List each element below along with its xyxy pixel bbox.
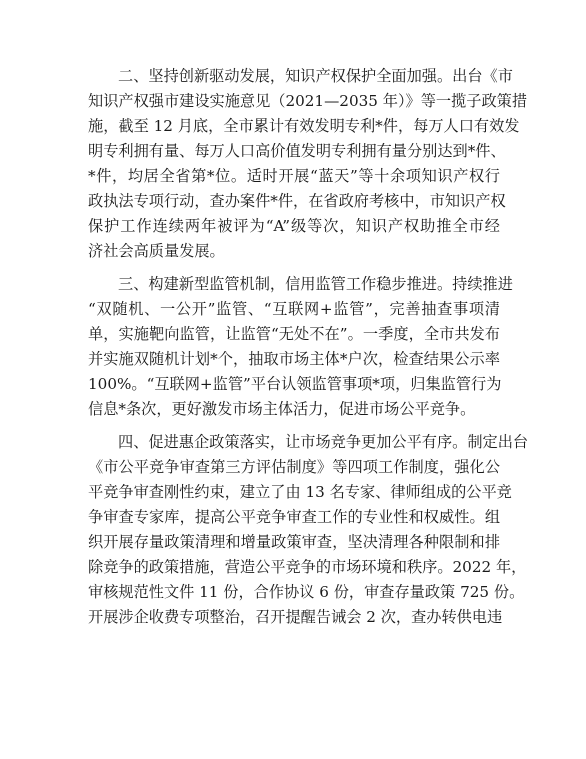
paragraph-credit-supervision bbox=[88, 272, 513, 422]
text-line: 保护工作连续两年被评为“A”级等次，知识产权助推全市经 bbox=[88, 217, 500, 235]
text-line: 织开展存量政策清理和增量政策审查，坚决清理各种限制和排 bbox=[88, 533, 500, 551]
text-line: 审核规范性文件 11 份，合作协议 6 份，审查存量政策 725 份。 bbox=[88, 583, 525, 601]
text-line: 施，截至 12 月底，全市累计有效发明专利*件，每万人口有效发 bbox=[88, 117, 520, 135]
text-line: 济社会高质量发展。 bbox=[88, 242, 225, 260]
text-line: 明专利拥有量、每万人口高价值发明专利拥有量分别达到*件、 bbox=[88, 142, 506, 160]
text-line: “双随机、一公开”监管、“互联网+监管”，完善抽查事项清 bbox=[88, 300, 500, 318]
text-line: 单，实施靶向监管，让监管“无处不在”。一季度，全市共发布 bbox=[88, 325, 500, 343]
text-line: 除竞争的政策措施，营造公平竞争的市场环境和秩序。2022 年， bbox=[88, 558, 527, 576]
text-line: 四、促进惠企政策落实，让市场竞争更加公平有序。制定出台 bbox=[118, 433, 529, 451]
text-line: 《市公平竞争审查第三方评估制度》等四项工作制度，强化公 bbox=[88, 458, 500, 476]
text-line: *件，均居全省第*位。适时开展“蓝天”等十余项知识产权行 bbox=[88, 167, 500, 185]
text-line: 知识产权强市建设实施意见（2021—2035 年）》等一揽子政策措 bbox=[88, 92, 528, 110]
text-line: 平竞争审查刚性约束，建立了由 13 名专家、律师组成的公平竞 bbox=[88, 483, 512, 501]
text-line: 开展涉企收费专项整治，召开提醒告诫会 2 次，查办转供电违 bbox=[88, 608, 503, 626]
document-page bbox=[88, 64, 529, 638]
text-line: 三、构建新型监管机制，信用监管工作稳步推进。持续推进 bbox=[118, 275, 513, 293]
text-line: 信息*条次，更好激发市场主体活力，促进市场公平竞争。 bbox=[88, 400, 476, 418]
text-line: 政执法专项行动，查办案件*件，在省政府考核中，市知识产权 bbox=[88, 192, 506, 210]
text-line: 二、坚持创新驱动发展，知识产权保护全面加强。出台《市 bbox=[118, 67, 513, 85]
text-line: 并实施双随机计划*个，抽取市场主体*户次，检查结果公示率 bbox=[88, 350, 500, 368]
paragraph-innovation-ip-protection bbox=[88, 64, 528, 264]
paragraph-fair-competition bbox=[88, 430, 529, 630]
text-line: 100%。“互联网+监管”平台认领监管事项*项，归集监管行为 bbox=[88, 375, 502, 393]
text-line: 争审查专家库，提高公平竞争审查工作的专业性和权威性。组 bbox=[88, 508, 500, 526]
